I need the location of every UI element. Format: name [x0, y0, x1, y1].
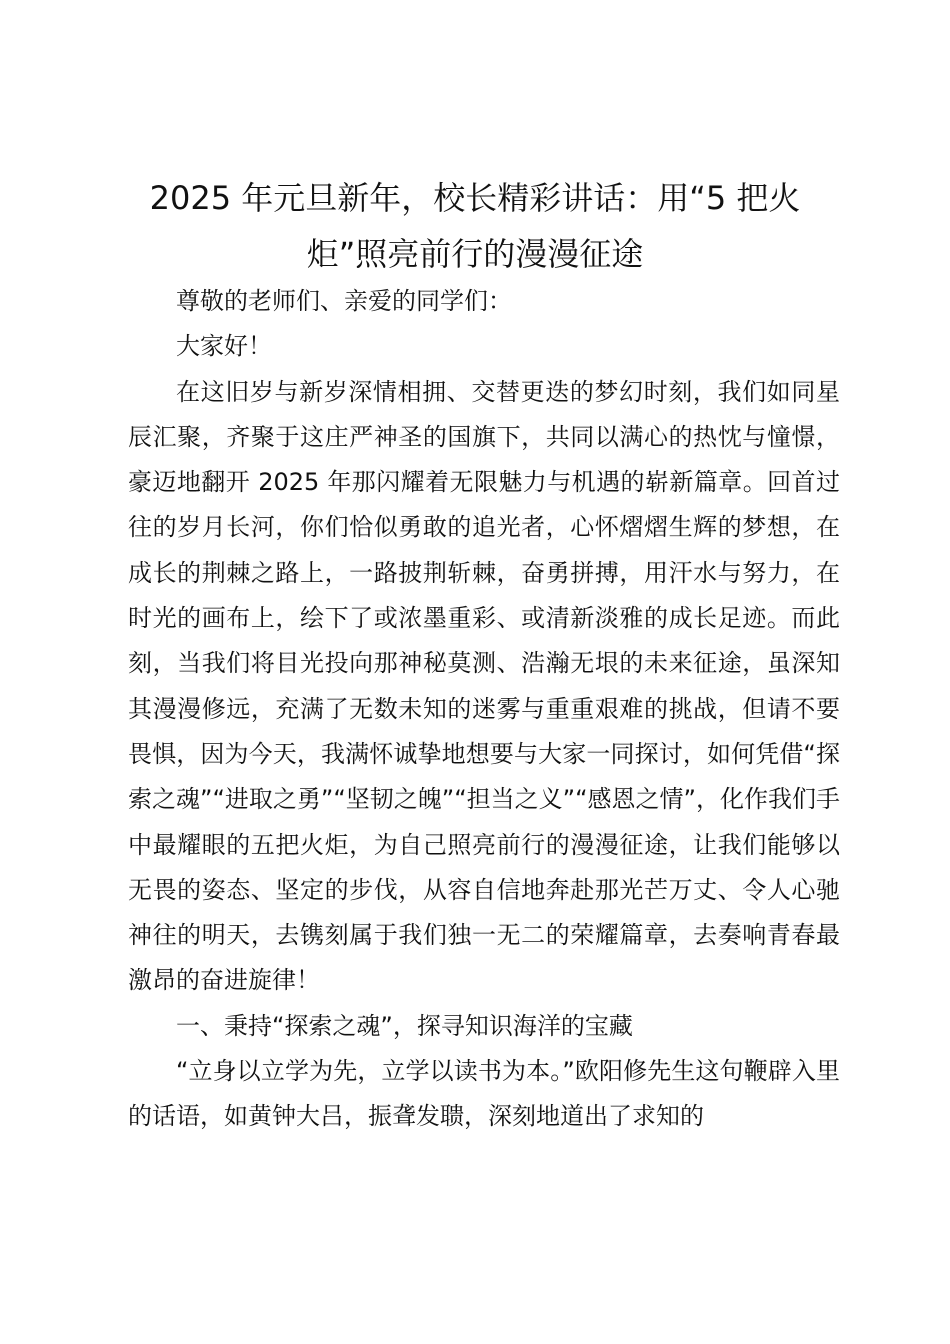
intro-paragraph: 在这旧岁与新岁深情相拥、交替更迭的梦幻时刻，我们如同星辰汇聚，齐聚于这庄严神圣的国旗下，共同以满心的热忱与憧憬，豪迈地翻开 2025 年那闪耀着无限魅力与机遇的崭新篇章。回首过往的岁月长河，你们恰似勇敢的追光者，心怀熠熠生辉的梦想，在成长的荆棘之路上，一路披荆斩棘，奋勇拼搏，用汗水与努力，在时光的画布上，绘下了或浓墨重彩、或清新淡雅的成长足迹。而此刻，当我们将目光投向那神秘莫测、浩瀚无垠的未来征途，虽深知其漫漫修远，充满了无数未知的迷雾与重重艰难的挑战，但请不要畏惧，因为今天，我满怀诚挚地想要与大家一同探讨，如何凭借“探索之魂”“进取之勇”“坚韧之魄”“担当之义”“感恩之情”，化作我们手中最耀眼的五把火炬，为自己照亮前行的漫漫征途，让我们能够以无畏的姿态、坚定的步伐，从容自信地奔赴那光芒万丈、令人心驰神往的明天，去镌刻属于我们独一无二的荣耀篇章，去奏响青春最激昂的奋进旋律！: [128, 377, 840, 995]
document-body: [128, 279, 840, 1140]
section-heading: 一、秉持“探索之魂”，探寻知识海洋的宝藏: [176, 1011, 633, 1040]
greeting: 大家好！: [176, 332, 272, 361]
salutation: 尊敬的老师们、亲爱的同学们：: [176, 287, 512, 315]
section-paragraph: “立身以立学为先，立学以读书为本。”欧阳修先生这句鞭辟入里的话语，如黄钟大吕，振聋发聩，深刻地道出了求知的: [128, 1057, 840, 1131]
document-title: 2025 年元旦新年，校长精彩讲话：用“5 把火炬”照亮前行的漫漫征途: [149, 179, 801, 273]
